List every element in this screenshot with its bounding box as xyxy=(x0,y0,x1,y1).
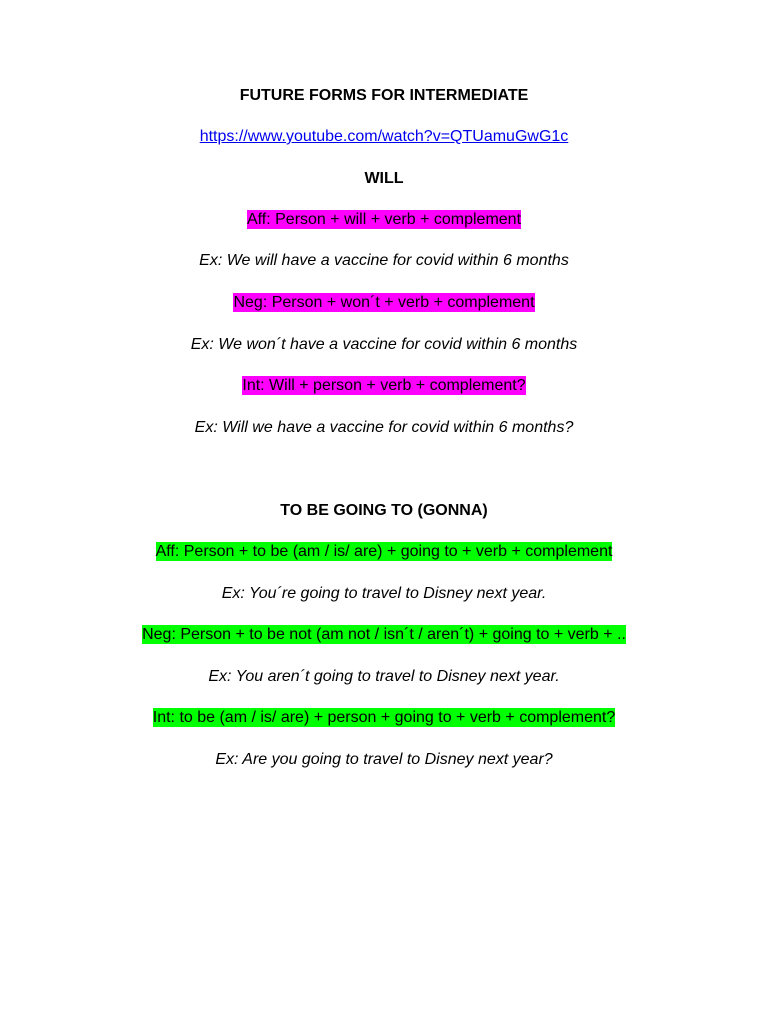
document-title xyxy=(0,86,768,106)
will-heading-text: WILL xyxy=(364,170,404,187)
going-to-int-text: Int: to be (am / is/ are) + person + going to + verb + complement? xyxy=(152,709,616,726)
will-neg-rule xyxy=(0,293,768,313)
going-to-int-example-text: Ex: Are you going to travel to Disney next year? xyxy=(215,751,553,768)
will-int-example-text: Ex: Will we have a vaccine for covid within 6 months? xyxy=(194,419,574,436)
will-neg-example xyxy=(0,335,768,355)
will-int-rule xyxy=(0,376,768,396)
going-to-int-rule xyxy=(0,708,768,728)
going-to-heading xyxy=(0,501,768,521)
will-int-example xyxy=(0,418,768,438)
document-title-text: FUTURE FORMS FOR INTERMEDIATE xyxy=(239,87,529,104)
video-link-line xyxy=(0,127,768,147)
will-aff-example xyxy=(0,251,768,271)
going-to-heading-text: TO BE GOING TO (GONNA) xyxy=(280,502,488,519)
going-to-aff-example xyxy=(0,584,768,604)
going-to-neg-example-text: Ex: You aren´t going to travel to Disney next year. xyxy=(208,668,560,685)
will-neg-text: Neg: Person + won´t + verb + complement xyxy=(233,294,535,311)
going-to-neg-example xyxy=(0,667,768,687)
will-aff-rule xyxy=(0,210,768,230)
will-int-text: Int: Will + person + verb + complement? xyxy=(242,377,526,394)
going-to-aff-example-text: Ex: You´re going to travel to Disney next year. xyxy=(221,585,547,602)
will-aff-text: Aff: Person + will + verb + complement xyxy=(246,211,522,228)
will-neg-example-text: Ex: We won´t have a vaccine for covid within 6 months xyxy=(190,336,578,353)
going-to-neg-rule xyxy=(0,625,768,645)
going-to-aff-text: Aff: Person + to be (am / is/ are) + going to + verb + complement xyxy=(155,543,613,560)
will-aff-example-text: Ex: We will have a vaccine for covid within 6 months xyxy=(199,252,569,269)
going-to-aff-rule xyxy=(0,542,768,562)
will-heading xyxy=(0,169,768,189)
going-to-int-example xyxy=(0,750,768,770)
video-link[interactable]: https://www.youtube.com/watch?v=QTUamuGwG1c xyxy=(199,128,569,145)
going-to-neg-text: Neg: Person + to be not (am not / isn´t / aren´t) + going to + verb + .. xyxy=(142,626,626,643)
